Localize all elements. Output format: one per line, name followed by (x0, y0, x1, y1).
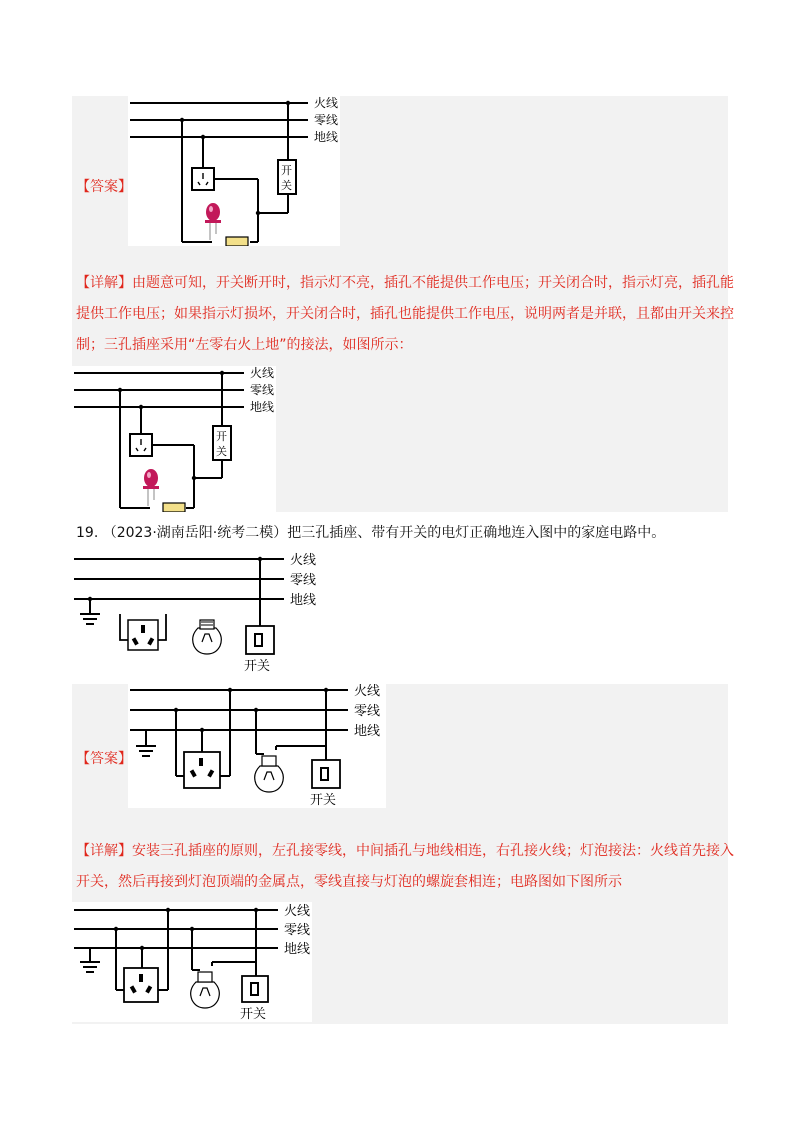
circuit-diagram-indicator-1 (128, 96, 340, 246)
answer-tag: 【答案】 (76, 751, 132, 767)
ground-wire-label: 地线 (314, 130, 339, 144)
detail-tag: 【详解】 (76, 275, 132, 291)
switch-label-bottom: 关 (281, 179, 292, 192)
live-wire-label: 火线 (250, 366, 275, 380)
circuit-diagram-indicator-2 (72, 366, 276, 512)
live-wire-label: 火线 (284, 904, 311, 919)
detail-text: 由题意可知，开关断开时，指示灯不亮，插孔不能提供工作电压；开关闭合时，指示灯亮，插孔能提供工作电压；如果指示灯损坏，开关闭合时，插孔也能提供工作电压，说明两者是并联，且都由开关来控制；三孔插座采用“左零右火上地”的接法，如图所示： (76, 275, 734, 353)
ground-wire-label: 地线 (354, 724, 381, 739)
led-icon (205, 203, 221, 240)
live-wire-label: 火线 (314, 96, 339, 110)
switch-label-bottom: 关 (216, 445, 227, 458)
ground-wire-label: 地线 (284, 942, 311, 957)
neutral-wire-label: 零线 (284, 923, 311, 938)
detail-paragraph-2 (76, 836, 736, 898)
neutral-wire-label: 零线 (314, 113, 339, 127)
live-wire-label: 火线 (354, 684, 381, 699)
switch-label-top: 开 (281, 164, 292, 177)
detail-paragraph-1 (76, 268, 736, 361)
switch-label: 开关 (310, 793, 337, 808)
ground-wire-label: 地线 (250, 400, 275, 414)
led-icon (143, 469, 159, 506)
live-wire-label: 火线 (290, 553, 317, 568)
switch-label: 开关 (240, 1007, 267, 1022)
bulb-icon (191, 972, 220, 1008)
bulb-icon (255, 756, 284, 792)
detail-text: 安装三孔插座的原则，左孔接零线，中间插孔与地线相连，右孔接火线；灯泡接法：火线首先接入开关，然后再接到灯泡顶端的金属点，零线直接与灯泡的螺旋套相连；电路图如下图所示 (76, 843, 734, 890)
switch-label: 开关 (244, 659, 271, 674)
answer-tag: 【答案】 (76, 179, 132, 195)
circuit-diagram-answer-2 (72, 902, 312, 1022)
switch-label-top: 开 (216, 430, 227, 443)
detail-tag: 【详解】 (76, 843, 132, 859)
neutral-wire-label: 零线 (250, 383, 275, 397)
neutral-wire-label: 零线 (290, 573, 317, 588)
neutral-wire-label: 零线 (354, 704, 381, 719)
ground-wire-label: 地线 (290, 593, 317, 608)
circuit-diagram-question (72, 550, 332, 674)
question-19: 19. （2023·湖南岳阳·统考二模）把三孔插座、带有开关的电灯正确地连入图中的家庭电路中。 (76, 525, 666, 541)
circuit-diagram-answer-1 (128, 684, 386, 808)
